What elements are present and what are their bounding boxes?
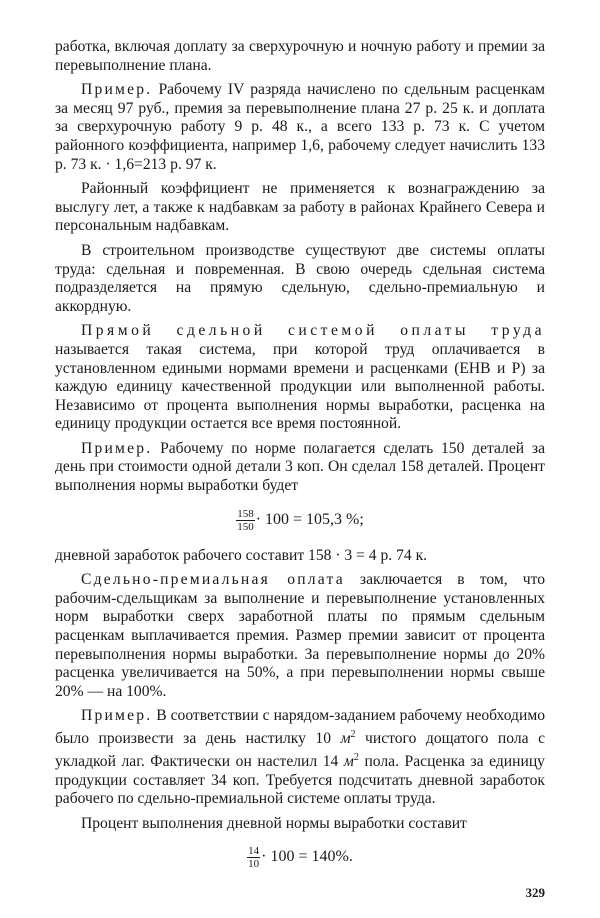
- term-direct-piecework: Прямой сдельной системой оплаты труда: [81, 322, 545, 340]
- formula-2: [55, 845, 545, 870]
- premium-text: заключается в том, что рабочим-сдельщикам за выполнение и перевыполнение установленных норм выработки сверх заработной платы по прямым сдельным расценкам выплачивается премия. Размер премии зависит от процента перевыполнения нормы выработки. За перевыполнение нормы до 20% расценка увеличивается на 50%, а при перевыполнении нормы свыше 20% — на 100%.: [55, 571, 545, 700]
- paragraph-percent-norm: Процент выполнения дневной нормы выработки составит: [81, 814, 467, 832]
- formula-rest: · 100 = 140%.: [261, 848, 353, 866]
- fraction-denominator: 150: [237, 520, 254, 533]
- paragraph-premium: [55, 571, 545, 701]
- term-piecework-premium: Сдельно-премиальная оплата: [81, 571, 345, 589]
- unit-square-meter: м: [340, 730, 351, 748]
- paragraph-systems: В строительном производстве существуют две системы оплаты труда: сдельная и повременная. В свою очередь сдельная система подразделяется на прямую сдельную, сдельно-премиальную и аккордную.: [55, 241, 545, 315]
- formula-rest: · 100 = 105,3 %;: [255, 510, 364, 528]
- page-body: [55, 38, 545, 884]
- paragraph-daily-earnings: дневной заработок рабочего составит 158 · 3 = 4 р. 74 к.: [55, 546, 428, 564]
- example-text: Рабочему по норме полагается сделать 150 деталей за день при стоимости одной детали 3 коп. Он сделал 158 деталей. Процент выполнения нормы выработки будет: [55, 439, 545, 495]
- fraction-numerator: 158: [237, 507, 254, 520]
- paragraph-direct-piecework: [55, 322, 545, 434]
- example-label: Пример.: [81, 707, 153, 725]
- unit-exponent: 2: [350, 729, 356, 740]
- fraction-denominator: 10: [248, 858, 260, 871]
- example-label: Пример.: [81, 439, 153, 457]
- paragraph-example-1: [55, 81, 545, 174]
- example-text-a: В соответствии с нарядом-заданием рабочему необходимо было произвести за день настилку 10: [55, 707, 545, 748]
- page-number: 329: [525, 885, 545, 900]
- fraction-numerator: 14: [248, 845, 260, 858]
- fraction: [247, 845, 260, 870]
- unit-square-meter: м: [343, 752, 354, 770]
- paragraph-1: работка, включая доплату за сверхурочную и ночную работу и премии за перевыполнение плана.: [55, 38, 545, 74]
- paragraph-example-2: [55, 440, 545, 496]
- example-text-c: пола. Расценка за единицу продукции составляет 34 коп. Требуется подсчитать дневной заработок рабочего по сдельно-премиальной системе оплаты труда.: [55, 752, 545, 808]
- formula-1: [55, 508, 545, 533]
- paragraph-example-3: [55, 707, 545, 808]
- direct-piecework-text: называется такая система, при которой труд оплачивается в установленном едиными нормами времени и расценками (ЕНВ и Р) за каждую единицу качественной продукции или выполненной работы. Независимо от процента выполнения нормы выработки, расценка на единицу продукции остается все время постоянной.: [55, 340, 545, 433]
- example-text: Рабочему IV разряда начислено по сдельным расценкам за месяц 97 руб., премия за перевыполнение плана 27 р. 25 к. и доплата за сверхурочную работу 9 р. 48 к., а всего 133 р. 73 к. С учетом районного коэффициента, например 1,6, рабочему следует начислить 133 р. 73 к. · 1,6=213 р. 97 к.: [55, 81, 545, 173]
- fraction: [236, 508, 255, 533]
- paragraph-coefficient: Районный коэффициент не применяется к вознаграждению за выслугу лет, а также к надбавкам за работу в районах Крайнего Севера и персональным надбавкам.: [55, 180, 545, 235]
- unit-exponent: 2: [353, 751, 359, 763]
- example-text-b: чистого дощатого пола с укладкой лаг. Фактически он настелил 14: [55, 730, 545, 770]
- example-label: Пример.: [81, 81, 153, 99]
